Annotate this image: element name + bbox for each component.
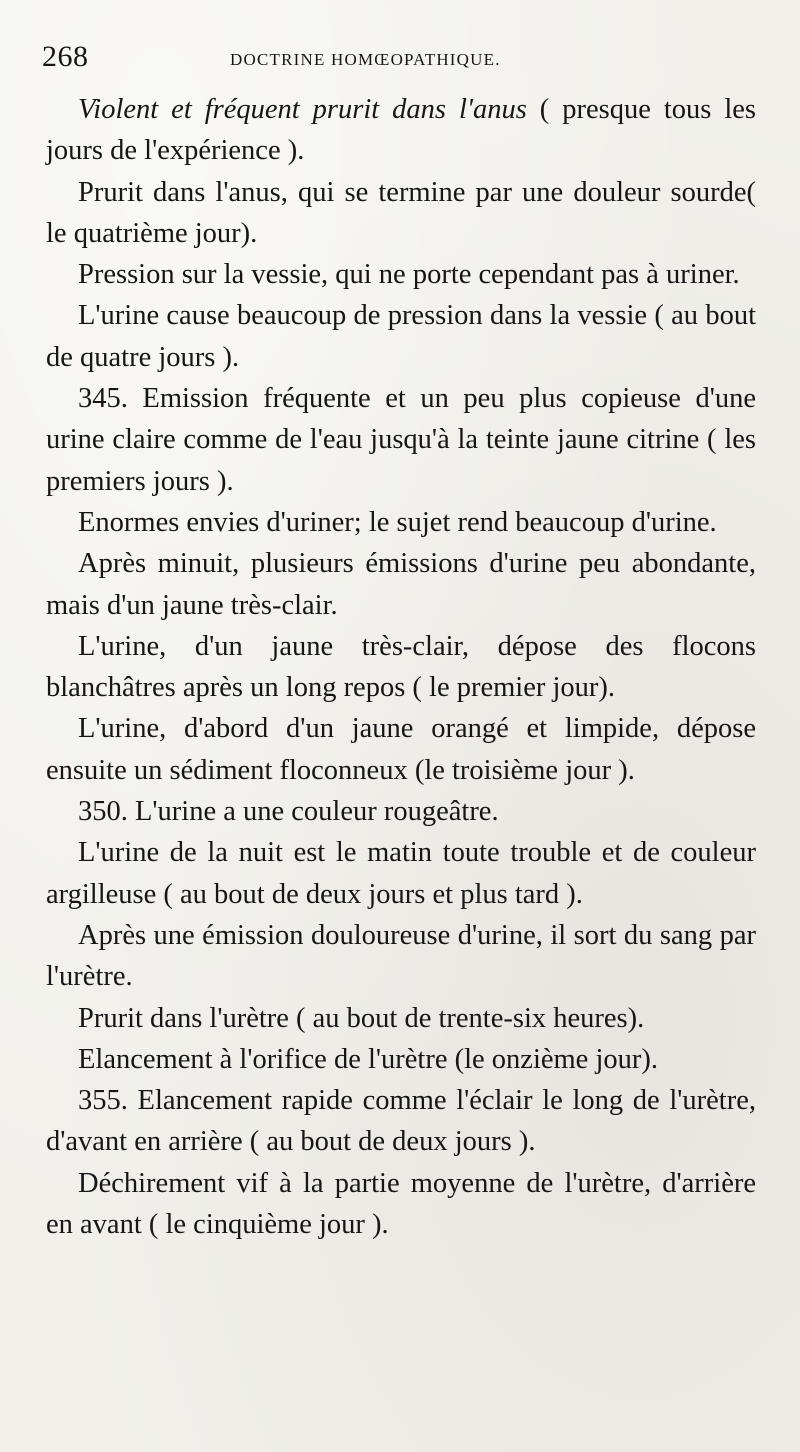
paragraph: Après une émission douloureuse d'urine, il sort du sang par l'urètre. <box>46 919 756 993</box>
paragraph: Elancement à l'orifice de l'urètre (le onzième jour). <box>78 1043 658 1075</box>
paragraph: Prurit dans l'anus, qui se termine par une douleur sourde( le quatrième jour). <box>46 176 756 249</box>
paragraph: Déchirement vif à la partie moyenne de l'urètre, d'arrière en avant ( le cinquième jour ). <box>46 1167 756 1241</box>
paragraph-italic-text: Violent et fréquent prurit dans l'anus <box>78 94 527 125</box>
page-header <box>42 40 760 80</box>
page-number: 268 <box>42 40 89 73</box>
paragraph: 355. Elancement rapide comme l'éclair le long de l'urètre, d'avant en arrière ( au bout de deux jours ). <box>46 1085 756 1158</box>
paragraph: 350. L'urine a une couleur rougeâtre. <box>78 796 499 828</box>
paragraph: Prurit dans l'urètre ( au bout de trente-six heures). <box>78 1002 645 1034</box>
running-title: DOCTRINE HOMŒOPATHIQUE. <box>230 50 501 69</box>
paragraph: L'urine, d'abord d'un jaune orangé et limpide, dépose ensuite un sédiment floconneux (le troisième jour ). <box>46 713 756 786</box>
paragraph: 345. Emission fréquente et un peu plus copieuse d'une urine claire comme de l'eau jusqu'à la teinte jaune citrine ( les premiers jours ). <box>46 383 756 497</box>
paragraph: L'urine, d'un jaune très-clair, dépose des flocons blanchâtres après un long repos ( le premier jour). <box>46 630 756 704</box>
paragraph: Pression sur la vessie, qui ne porte cependant pas à uriner. <box>78 259 740 291</box>
paragraph: L'urine cause beaucoup de pression dans la vessie ( au bout de quatre jours ). <box>46 300 756 373</box>
paragraph: Enormes envies d'uriner; le sujet rend beaucoup d'urine. <box>78 506 717 538</box>
paragraph: L'urine de la nuit est le matin toute trouble et de couleur argilleuse ( au bout de deux jours et plus tard ). <box>46 837 756 910</box>
paragraph-text: ( presque tous les jours de l'expérience ). <box>46 94 756 167</box>
paragraph <box>46 89 756 172</box>
paragraph: Après minuit, plusieurs émissions d'urine peu abondante, mais d'un jaune très-clair. <box>46 548 756 621</box>
body-text <box>46 89 756 1245</box>
